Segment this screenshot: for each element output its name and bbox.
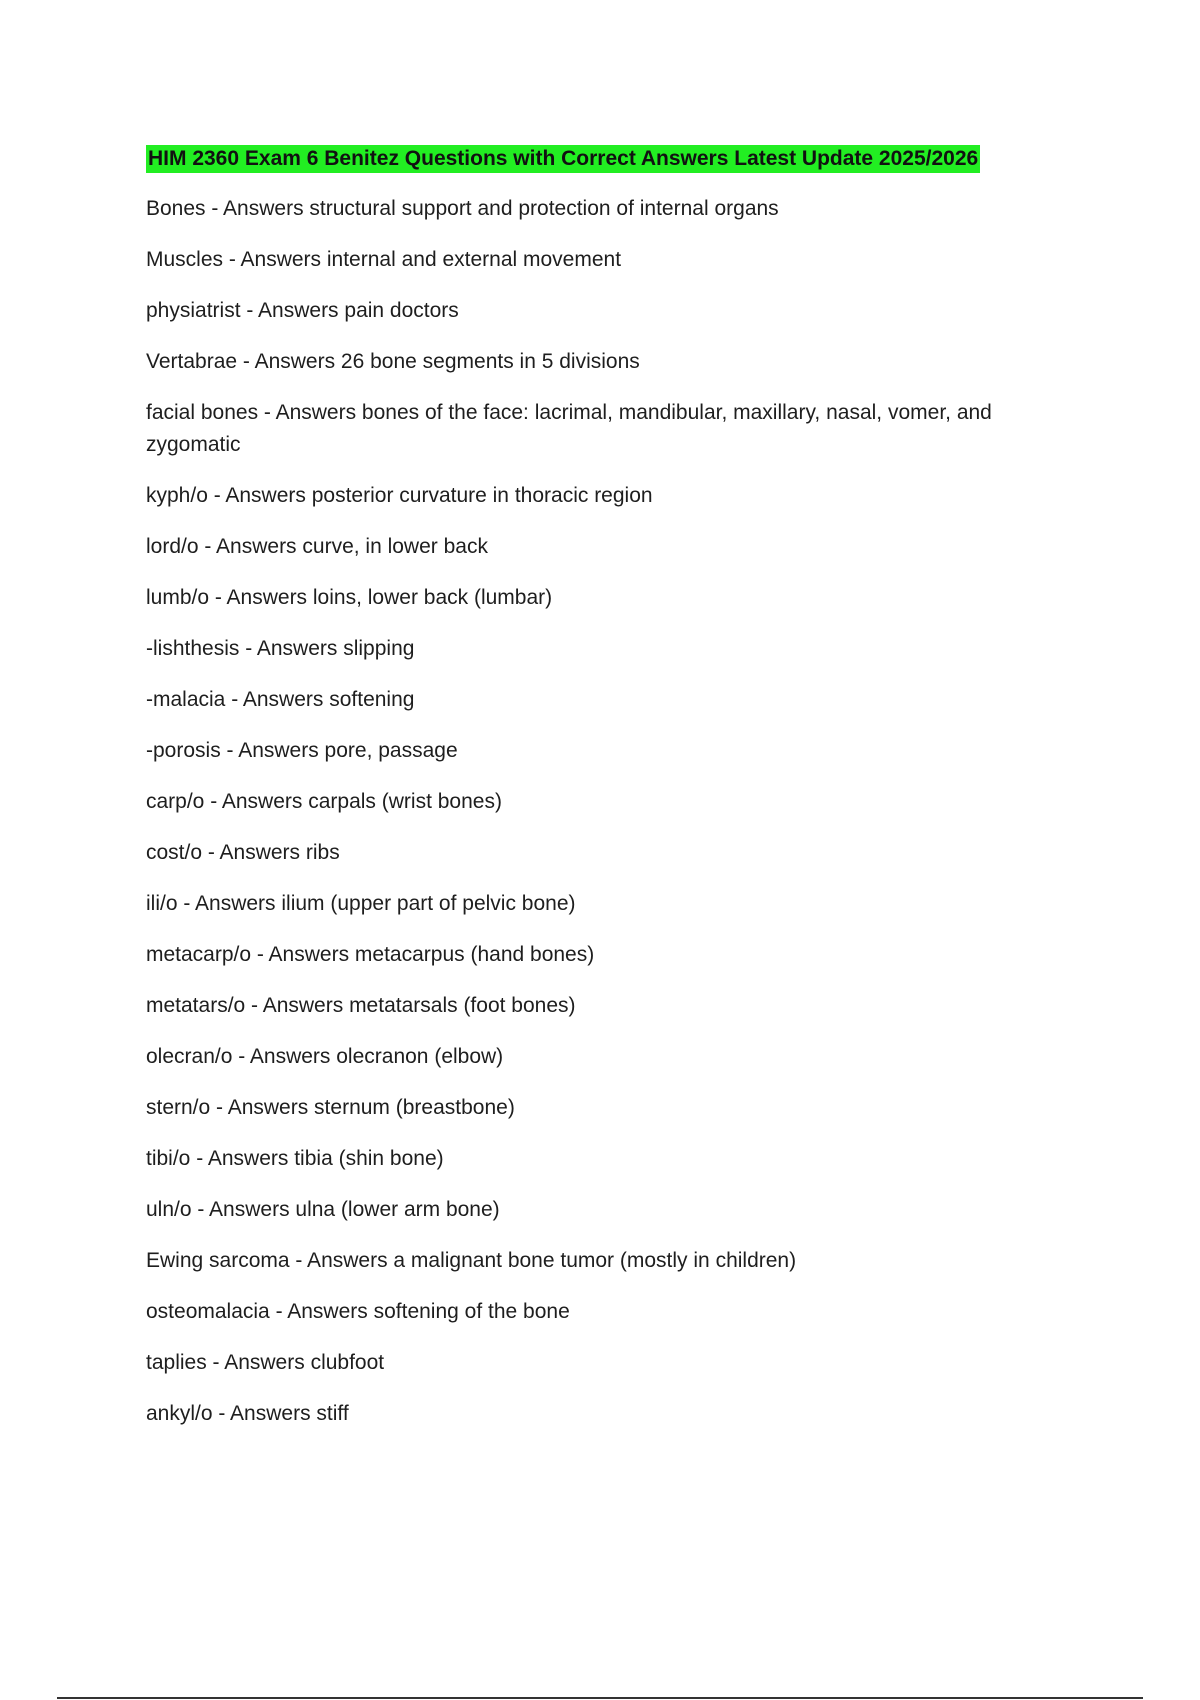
qa-entry: metacarp/o - Answers metacarpus (hand bones): [146, 943, 595, 966]
document-body: [146, 145, 1066, 1449]
qa-entry: Bones - Answers structural support and protection of internal organs: [146, 197, 779, 220]
qa-entry: metatars/o - Answers metatarsals (foot bones): [146, 994, 576, 1017]
qa-entry: stern/o - Answers sternum (breastbone): [146, 1096, 515, 1119]
qa-entry: -lishthesis - Answers slipping: [146, 637, 415, 660]
qa-entry: ankyl/o - Answers stiff: [146, 1402, 349, 1425]
qa-entry: olecran/o - Answers olecranon (elbow): [146, 1045, 504, 1068]
qa-entry: lord/o - Answers curve, in lower back: [146, 535, 488, 558]
qa-entry: uln/o - Answers ulna (lower arm bone): [146, 1198, 500, 1221]
page-footer-rule: [57, 1697, 1143, 1699]
qa-entry: Muscles - Answers internal and external movement: [146, 248, 622, 271]
qa-entry: carp/o - Answers carpals (wrist bones): [146, 790, 502, 813]
qa-entry: Ewing sarcoma - Answers a malignant bone tumor (mostly in children): [146, 1249, 797, 1272]
qa-entry: -porosis - Answers pore, passage: [146, 739, 458, 762]
qa-entry: Vertabrae - Answers 26 bone segments in 5 divisions: [146, 350, 640, 373]
qa-list: [146, 193, 1066, 1430]
qa-entry: taplies - Answers clubfoot: [146, 1351, 385, 1374]
qa-entry: physiatrist - Answers pain doctors: [146, 299, 459, 322]
qa-entry: cost/o - Answers ribs: [146, 841, 340, 864]
qa-entry: osteomalacia - Answers softening of the bone: [146, 1300, 570, 1323]
qa-entry: lumb/o - Answers loins, lower back (lumbar): [146, 586, 553, 609]
qa-entry: ili/o - Answers ilium (upper part of pelvic bone): [146, 892, 576, 915]
qa-entry: -malacia - Answers softening: [146, 688, 415, 711]
qa-entry: kyph/o - Answers posterior curvature in thoracic region: [146, 484, 653, 507]
document-title: HIM 2360 Exam 6 Benitez Questions with Correct Answers Latest Update 2025/2026: [146, 145, 980, 173]
qa-entry: tibi/o - Answers tibia (shin bone): [146, 1147, 444, 1170]
qa-entry: facial bones - Answers bones of the face: lacrimal, mandibular, maxillary, nasal, vomer, and zygomatic: [146, 401, 992, 456]
